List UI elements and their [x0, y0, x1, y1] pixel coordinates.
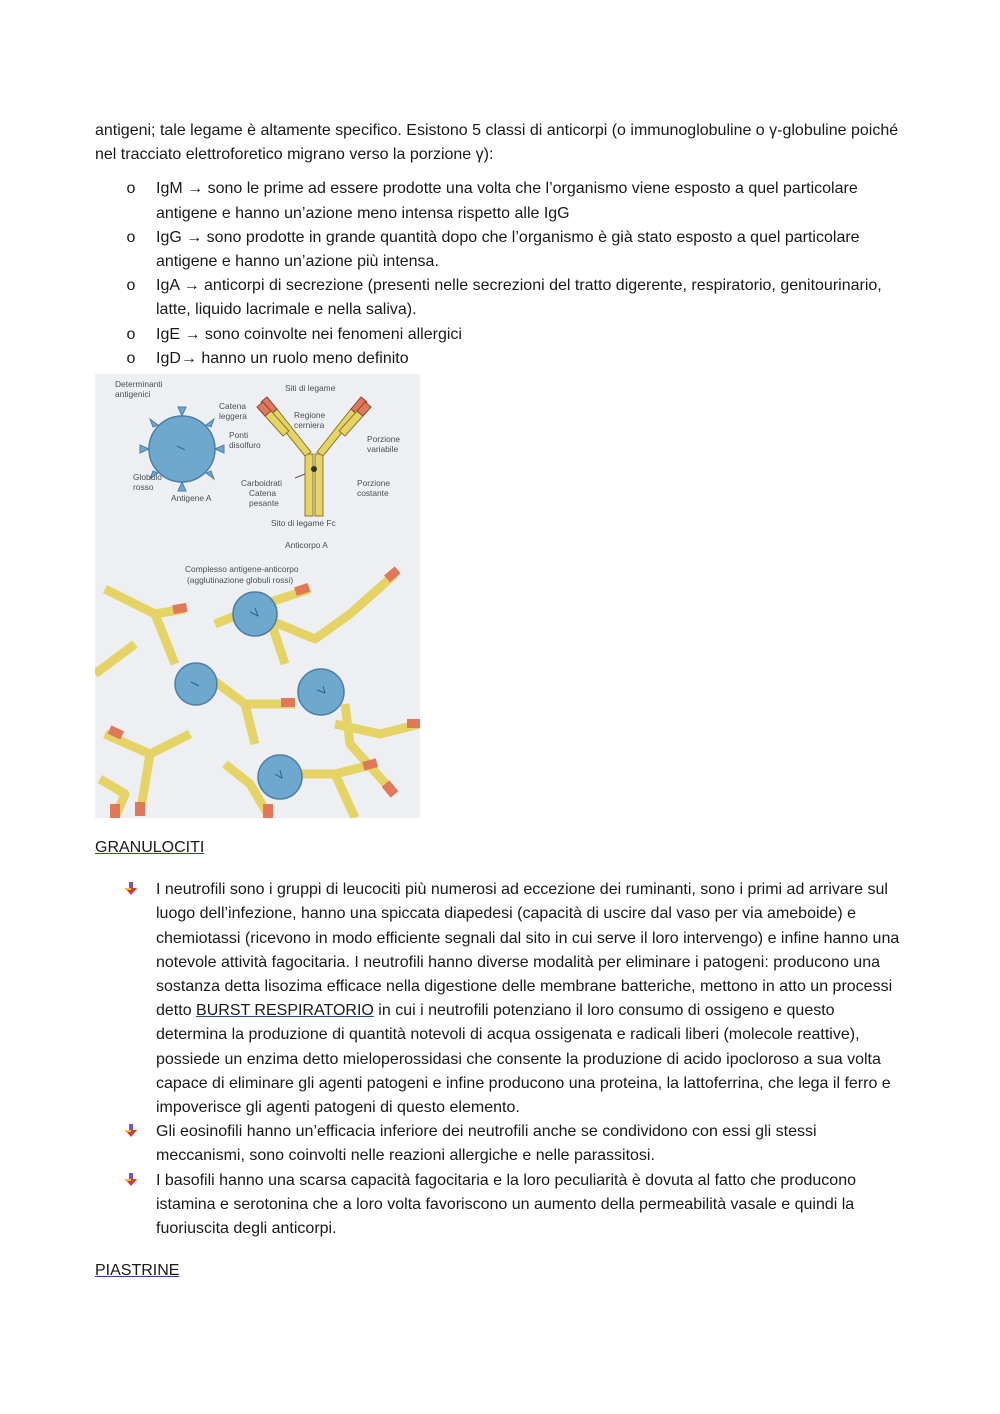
arrow-bullet-icon [125, 1173, 137, 1187]
burst-respiratorio-link[interactable]: BURST RESPIRATORIO [196, 1002, 374, 1020]
heading-granulociti: GRANULOCITI [95, 839, 205, 857]
list-item-text: IgM → sono le prime ad essere prodotte una volta che l’organismo viene esposto a quel particolare antigene e hanno un’azione meno intensa rispetto alle IgG [156, 180, 858, 222]
neutrofili-text-before: I neutrofili sono i gruppi di leucociti più numerosi ad eccezione dei ruminanti, sono i primi ad arrivare sul luogo dell’infezione, hanno una spiccata diapedesi (capacità di uscire dal vaso per via ameboide) e chemiotassi (ricevono in modo efficiente segnali dal sito in cui serve il loro intervengo) e infine hanno una notevole attività fagocitaria. I neutrofili hanno diverse modalità per eliminare i patogeni: producono una sostanza detta lisozima efficace nella digestione delle membrane batteriche, mettono in atto un processi detto [156, 881, 900, 1020]
heading-piastrine: PIASTRINE [95, 1262, 180, 1280]
list-item-text: IgE → sono coinvolte nei fenomeni allergici [156, 325, 462, 343]
circle-bullet-icon: o [126, 228, 136, 246]
label-cerniera: cerniera [294, 420, 325, 431]
label-regione: Regione [294, 410, 326, 421]
list-item-iga [95, 274, 905, 322]
list-item-text: IgA → anticorpi di secrezione (presenti nelle secrezioni del tratto digerente, respiratorio, genitourinario, latte, liquido lacrimale e nella saliva). [156, 277, 882, 319]
label-ponti: Ponti [229, 430, 249, 441]
list-item-ige [95, 323, 905, 347]
circle-bullet-icon: o [126, 325, 136, 343]
eosinofili-text: Gli eosinofili hanno un’efficacia inferiore dei neutrofili anche se condividono con essi gli stessi meccanismi, sono coinvolti nelle reazioni allergiche e nelle parassitosi. [156, 1123, 817, 1165]
label-complesso: Complesso antigene-anticorpo [185, 564, 299, 575]
list-item-igg [95, 226, 905, 274]
label-antigenici: antigenici [115, 389, 151, 400]
label-pesante: pesante [249, 498, 279, 509]
list-item-igd [95, 347, 905, 371]
label-globulo: Globulo [133, 472, 162, 483]
label-porzione-cost: Porzione [357, 478, 391, 489]
circle-bullet-icon: o [126, 277, 136, 295]
list-item-neutrofili [95, 878, 905, 1120]
arrow-bullet-icon [125, 1124, 137, 1138]
label-anticorpo-a: Anticorpo A [285, 540, 328, 551]
antibody-illustration [95, 374, 420, 818]
basofili-text: I basofili hanno una scarsa capacità fagocitaria e la loro peculiarità è dovuta al fatto che producono istamina e serotonina che a loro volta favoriscono un aumento della permeabilità vasale e quindi la fuoriuscita degli anticorpi. [156, 1171, 856, 1238]
list-item-igm [95, 177, 905, 225]
list-item-text: IgG → sono prodotte in grande quantità dopo che l’organismo è già stato esposto a quel particolare antigene e hanno un’azione più intensa. [156, 228, 860, 271]
label-catena: Catena [219, 401, 247, 412]
label-porzione-var: Porzione [367, 434, 401, 445]
list-item-eosinofili [95, 1120, 905, 1168]
circle-bullet-icon: o [126, 180, 136, 198]
arrow-bullet-icon [125, 882, 137, 896]
label-disolfuro: disolfuro [229, 440, 261, 451]
antibody-figure [95, 374, 420, 818]
label-antigene-a: Antigene A [171, 493, 212, 504]
intro-paragraph: antigeni; tale legame è altamente specifico. Esistono 5 classi di anticorpi (o immunoglobuline o γ-globuline poiché nel tracciato elettroforetico migrano verso la porzione γ): [95, 122, 899, 164]
label-carboidrati: Carboidrati [241, 478, 282, 489]
neutrofili-text-after: in cui i neutrofili potenziano il loro consumo di ossigeno e questo determina la produzione di quantità notevoli di acqua ossigenata e radicali liberi (molecole reattive), possiede un enzima detto mieloperossidasi che consente la produzione di acido ipocloroso a sua volta capace di eliminare gli agenti patogeni e infine producono una proteina, la lattoferrina, che lega il ferro e impoverisce gli agenti patogeni di questo elemento. [156, 1002, 891, 1117]
label-catena2: Catena [249, 488, 277, 499]
circle-bullet-icon: o [126, 349, 136, 367]
label-rosso: rosso [133, 482, 154, 493]
antibody-classes-list [95, 177, 905, 371]
label-sito-fc: Sito di legame Fc [271, 518, 336, 529]
label-costante: costante [357, 488, 389, 499]
label-leggera: leggera [219, 411, 247, 422]
list-item-text: IgD→ hanno un ruolo meno definito [156, 349, 409, 367]
granulociti-list [95, 878, 905, 1241]
label-agglutinazione: (agglutinazione globuli rossi) [187, 575, 294, 586]
label-siti: Siti di legame [285, 383, 336, 394]
agglutination-complex-icon [95, 566, 420, 818]
document-page [95, 119, 905, 1283]
label-variabile: variabile [367, 444, 399, 455]
label-determinanti: Determinanti [115, 379, 163, 390]
list-item-basofili [95, 1169, 905, 1242]
